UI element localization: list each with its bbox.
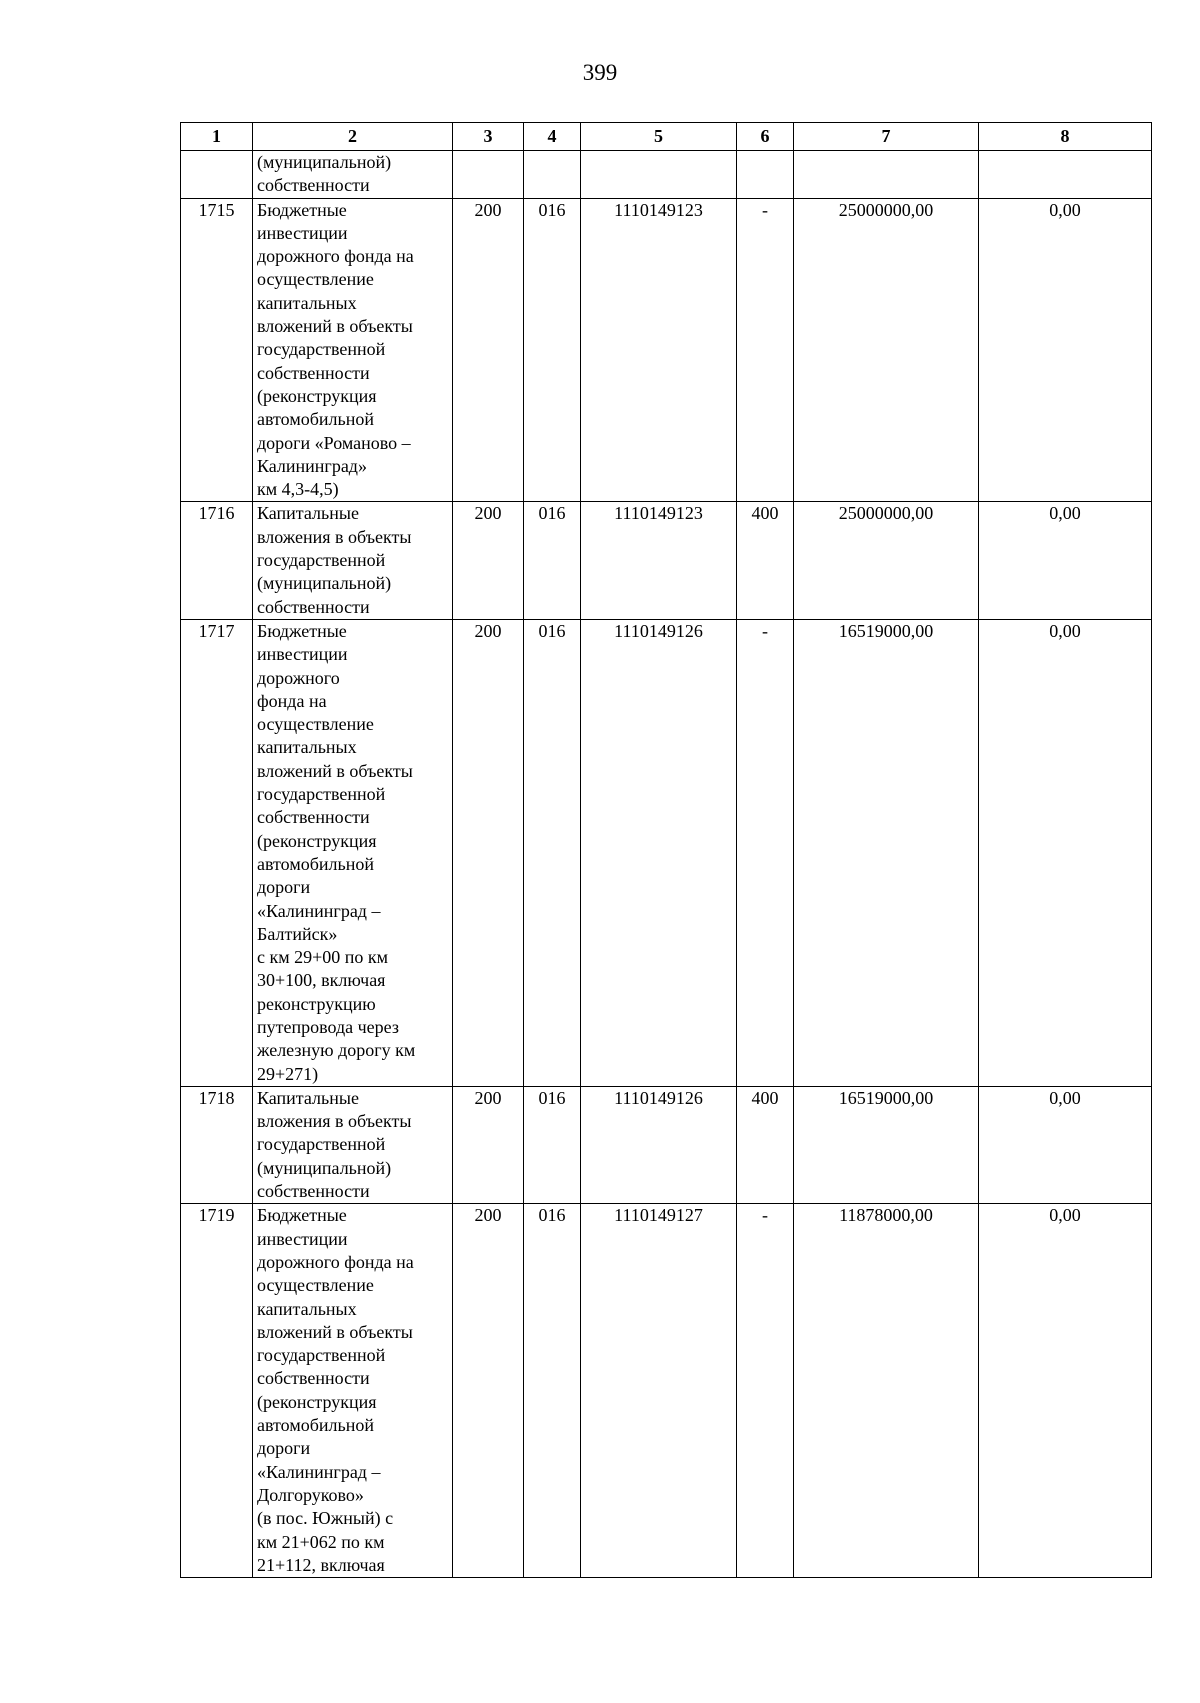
amount-cell-8: 0,00 [979, 1204, 1152, 1578]
item-name-line: дорожного [257, 667, 340, 688]
table-row [181, 1086, 1152, 1203]
code-cell-5: 1110149123 [581, 502, 737, 619]
item-name-line: (реконструкция [257, 385, 377, 406]
column-header: 8 [979, 123, 1152, 151]
table-row [181, 198, 1152, 502]
item-name-line: дороги [257, 1438, 311, 1459]
item-name-line: вложений в объекты [257, 316, 413, 337]
row-number-cell: 1715 [181, 198, 253, 502]
item-name-line: инвестиции [257, 644, 348, 665]
item-name-line: (муниципальной) [257, 573, 392, 594]
column-header: 2 [253, 123, 453, 151]
item-name-line: Бюджетные [257, 199, 347, 220]
item-name-cell [253, 151, 453, 199]
row-number-cell: 1718 [181, 1086, 253, 1203]
code-cell-4: 016 [524, 502, 581, 619]
code-cell-3: 200 [453, 198, 524, 502]
row-number-cell [181, 151, 253, 199]
item-name-line: вложений в объекты [257, 760, 413, 781]
item-name-line: осуществление [257, 269, 374, 290]
item-name-line: «Калининград – [257, 1461, 381, 1482]
item-name-line: дорожного фонда на [257, 1251, 414, 1272]
item-name-line: государственной [257, 1134, 386, 1155]
item-name-line: км 4,3-4,5) [257, 479, 339, 500]
code-cell-4: 016 [524, 1086, 581, 1203]
item-name-line: вложения в объекты [257, 526, 412, 547]
item-name-line: дорожного фонда на [257, 246, 414, 267]
page-number: 399 [582, 60, 618, 85]
item-name-line: Капитальные [257, 1087, 359, 1108]
table-row [181, 619, 1152, 1086]
amount-cell-7: 16519000,00 [794, 1086, 979, 1203]
item-name-line: (муниципальной) [257, 152, 392, 172]
table-row [181, 151, 1152, 199]
code-cell-4: 016 [524, 198, 581, 502]
item-name-line: собственности [257, 807, 370, 828]
item-name-line: Балтийск» [257, 923, 338, 944]
item-name-line: 29+271) [257, 1063, 319, 1084]
code-cell-3 [453, 151, 524, 199]
column-header: 1 [181, 123, 253, 151]
table-header-row [181, 123, 1152, 151]
code-cell-6 [737, 151, 794, 199]
item-name-cell [253, 198, 453, 502]
item-name-line: дороги [257, 877, 311, 898]
item-name-line: собственности [257, 1368, 370, 1389]
item-name-cell [253, 1204, 453, 1578]
code-cell-3: 200 [453, 502, 524, 619]
item-name-line: собственности [257, 362, 370, 383]
item-name-line: Бюджетные [257, 620, 347, 641]
column-header: 6 [737, 123, 794, 151]
code-cell-4: 016 [524, 619, 581, 1086]
amount-cell-8: 0,00 [979, 502, 1152, 619]
amount-cell-7: 25000000,00 [794, 198, 979, 502]
row-number-cell: 1716 [181, 502, 253, 619]
item-name-line: капитальных [257, 737, 357, 758]
item-name-line: Долгоруково» [257, 1484, 364, 1505]
item-name-line: км 21+062 по км [257, 1531, 385, 1552]
column-header: 4 [524, 123, 581, 151]
code-cell-6: 400 [737, 1086, 794, 1203]
item-name-line: инвестиции [257, 222, 348, 243]
item-name-line: Капитальные [257, 503, 359, 524]
amount-cell-8: 0,00 [979, 1086, 1152, 1203]
item-name-line: автомобильной [257, 1415, 374, 1436]
item-name-line: (в пос. Южный) с [257, 1508, 394, 1529]
item-name-line: государственной [257, 339, 386, 360]
code-cell-6: - [737, 619, 794, 1086]
table-body [181, 151, 1152, 1578]
item-name-cell [253, 619, 453, 1086]
item-name-line: государственной [257, 550, 386, 571]
item-name-line: инвестиции [257, 1228, 348, 1249]
amount-cell-7: 25000000,00 [794, 502, 979, 619]
row-number-cell: 1719 [181, 1204, 253, 1578]
code-cell-5: 1110149126 [581, 1086, 737, 1203]
item-name-line: осуществление [257, 714, 374, 735]
item-name-line: собственности [257, 596, 370, 617]
item-name-line: собственности [257, 175, 370, 196]
item-name-line: фонда на [257, 690, 327, 711]
code-cell-4 [524, 151, 581, 199]
amount-cell-7 [794, 151, 979, 199]
item-name-line: автомобильной [257, 853, 374, 874]
amount-cell-8: 0,00 [979, 619, 1152, 1086]
item-name-line: Калининград» [257, 455, 367, 476]
code-cell-3: 200 [453, 1204, 524, 1578]
item-name-line: (реконструкция [257, 830, 377, 851]
column-header: 7 [794, 123, 979, 151]
item-name-line: капитальных [257, 292, 357, 313]
item-name-line: 21+112, включая [257, 1554, 385, 1575]
amount-cell-8: 0,00 [979, 198, 1152, 502]
item-name-line: вложений в объекты [257, 1321, 413, 1342]
code-cell-5: 1110149123 [581, 198, 737, 502]
amount-cell-7: 16519000,00 [794, 619, 979, 1086]
column-header: 5 [581, 123, 737, 151]
code-cell-6: - [737, 198, 794, 502]
item-name-line: путепровода через [257, 1016, 399, 1037]
item-name-line: осуществление [257, 1275, 374, 1296]
column-header: 3 [453, 123, 524, 151]
table-row [181, 502, 1152, 619]
code-cell-6: 400 [737, 502, 794, 619]
code-cell-3: 200 [453, 619, 524, 1086]
item-name-line: автомобильной [257, 409, 374, 430]
item-name-line: государственной [257, 784, 386, 805]
amount-cell-7: 11878000,00 [794, 1204, 979, 1578]
item-name-line: дороги «Романово – [257, 432, 411, 453]
code-cell-5: 1110149127 [581, 1204, 737, 1578]
amount-cell-8 [979, 151, 1152, 199]
item-name-line: вложения в объекты [257, 1111, 412, 1132]
item-name-line: (муниципальной) [257, 1157, 392, 1178]
row-number-cell: 1717 [181, 619, 253, 1086]
item-name-line: (реконструкция [257, 1391, 377, 1412]
item-name-line: государственной [257, 1345, 386, 1366]
item-name-cell [253, 1086, 453, 1203]
code-cell-3: 200 [453, 1086, 524, 1203]
table-row [181, 1204, 1152, 1578]
item-name-line: реконструкцию [257, 993, 376, 1014]
code-cell-5 [581, 151, 737, 199]
code-cell-6: - [737, 1204, 794, 1578]
code-cell-5: 1110149126 [581, 619, 737, 1086]
code-cell-4: 016 [524, 1204, 581, 1578]
item-name-line: капитальных [257, 1298, 357, 1319]
item-name-line: Бюджетные [257, 1205, 347, 1226]
item-name-cell [253, 502, 453, 619]
budget-table [180, 122, 1152, 1578]
item-name-line: с км 29+00 по км [257, 947, 389, 968]
item-name-line: «Калининград – [257, 900, 381, 921]
item-name-line: 30+100, включая [257, 970, 386, 991]
item-name-line: железную дорогу км [257, 1040, 416, 1061]
item-name-line: собственности [257, 1181, 370, 1202]
